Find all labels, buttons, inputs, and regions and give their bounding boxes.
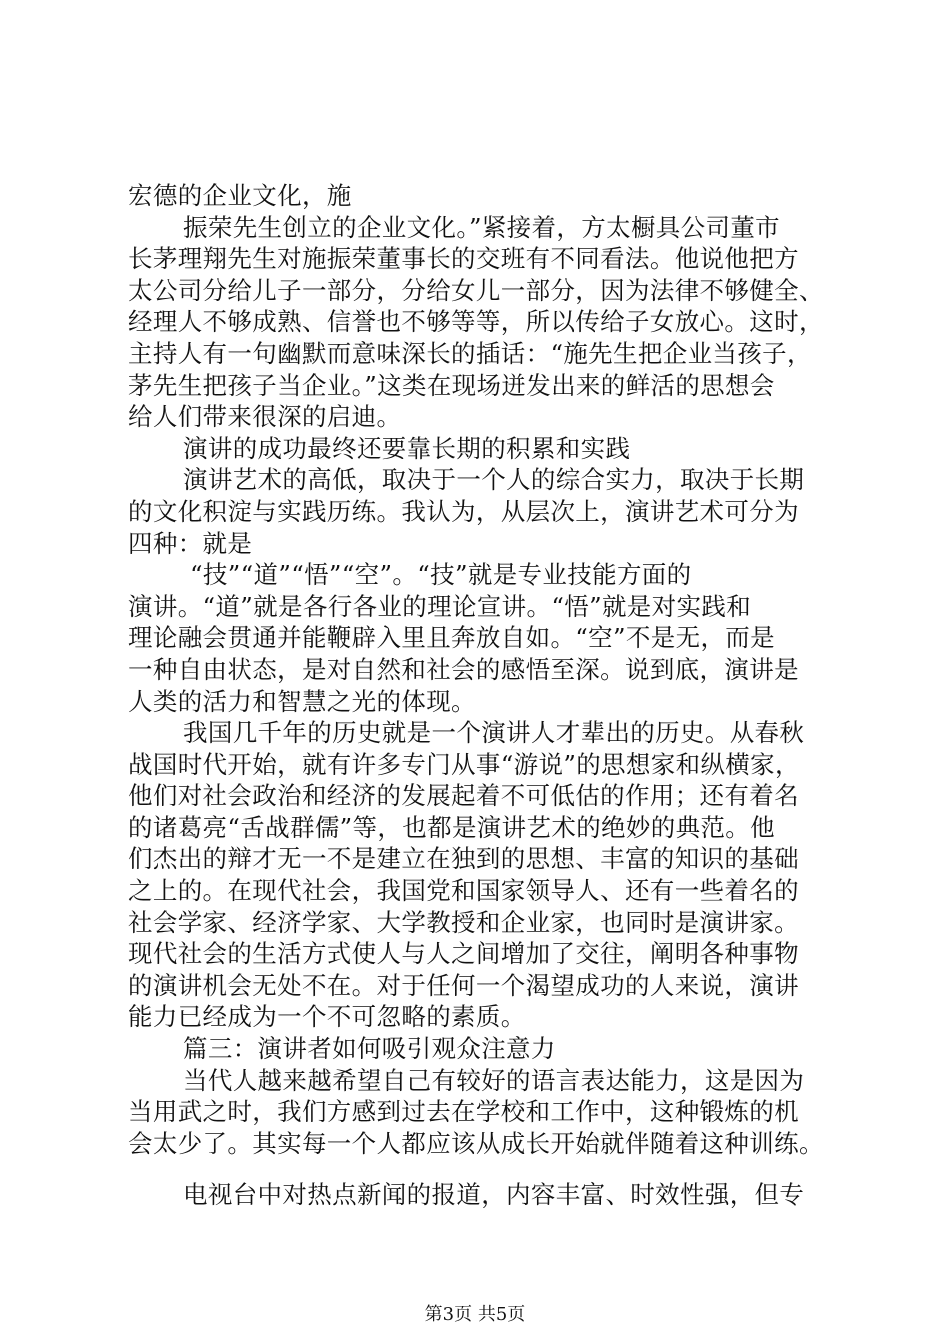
text-line: 理论融会贯通并能鞭辟入里且奔放自如。“空”不是无，而是 <box>128 623 775 653</box>
text-line: 给人们带来很深的启迪。 <box>128 402 402 432</box>
text-line: 电视台中对热点新闻的报道，内容丰富、时效性强，但专 <box>183 1180 805 1210</box>
text-line: 演讲。“道”就是各行各业的理论宣讲。“悟”就是对实践和 <box>128 591 752 621</box>
text-line: 们杰出的辩才无一不是建立在独到的思想、丰富的知识的基础 <box>128 844 799 874</box>
text-line: 当代人越来越希望自己有较好的语言表达能力，这是因为 <box>183 1065 805 1095</box>
text-line: 能力已经成为一个不可忽略的素质。 <box>128 1002 526 1032</box>
text-line: 他们对社会政治和经济的发展起着不可低估的作用；还有着名 <box>128 781 799 811</box>
text-line: 之上的。在现代社会，我国党和国家领导人、还有一些着名的 <box>128 876 799 906</box>
text-line: 一种自由状态，是对自然和社会的感悟至深。说到底，演讲是 <box>128 654 799 684</box>
text-line: 宏德的企业文化，施 <box>128 181 352 210</box>
text-line: 太公司分给儿子一部分，分给女儿一部分，因为法律不够健全、 <box>128 275 824 305</box>
text-line: 的诸葛亮“舌战群儒”等，也都是演讲艺术的绝妙的典范。他 <box>128 812 775 842</box>
text-line: 我国几千年的历史就是一个演讲人才辈出的历史。从春秋 <box>183 718 805 748</box>
text-line: 长茅理翔先生对施振荣董事长的交班有不同看法。他说他把方 <box>128 244 799 274</box>
text-line: 当用武之时，我们方感到过去在学校和工作中，这种锻炼的机 <box>128 1097 799 1127</box>
text-line: 主持人有一句幽默而意味深长的插话：“施先生把企业当孩子， <box>128 338 812 368</box>
text-line: 会太少了。其实每一个人都应该从成长开始就伴随着这种训练。 <box>128 1128 824 1158</box>
text-line: 现代社会的生活方式使人与人之间增加了交往，阐明各种事物 <box>128 939 799 969</box>
text-line: 战国时代开始，就有许多专门从事“游说”的思想家和纵横家， <box>128 749 800 779</box>
text-line: 的演讲机会无处不在。对于任何一个渴望成功的人来说，演讲 <box>128 970 799 1000</box>
text-line: 经理人不够成熟、信誉也不够等等，所以传给子女放心。这时， <box>128 307 824 337</box>
text-line: 四种：就是 <box>128 528 253 558</box>
text-line: 社会学家、经济学家、大学教授和企业家，也同时是演讲家。 <box>128 907 799 937</box>
text-line: 茅先生把孩子当企业。”这类在现场迸发出来的鲜活的思想会 <box>128 370 775 400</box>
section-heading: 演讲的成功最终还要靠长期的积累和实践 <box>183 433 631 463</box>
text-line: “技”“道”“悟”“空”。“技”就是专业技能方面的 <box>190 560 692 590</box>
text-line: 演讲艺术的高低，取决于一个人的综合实力，取决于长期 <box>183 465 805 495</box>
text-line: 人类的活力和智慧之光的体现。 <box>128 686 476 716</box>
document-body <box>128 180 828 1211</box>
page-number-footer: 第3页 共5页 <box>424 1304 526 1325</box>
section-heading: 篇三：演讲者如何吸引观众注意力 <box>183 1034 556 1064</box>
text-line: 的文化积淀与实践历练。我认为，从层次上，演讲艺术可分为 <box>128 496 799 526</box>
text-line: 振荣先生创立的企业文化。”紧接着，方太橱具公司董市 <box>183 212 781 242</box>
